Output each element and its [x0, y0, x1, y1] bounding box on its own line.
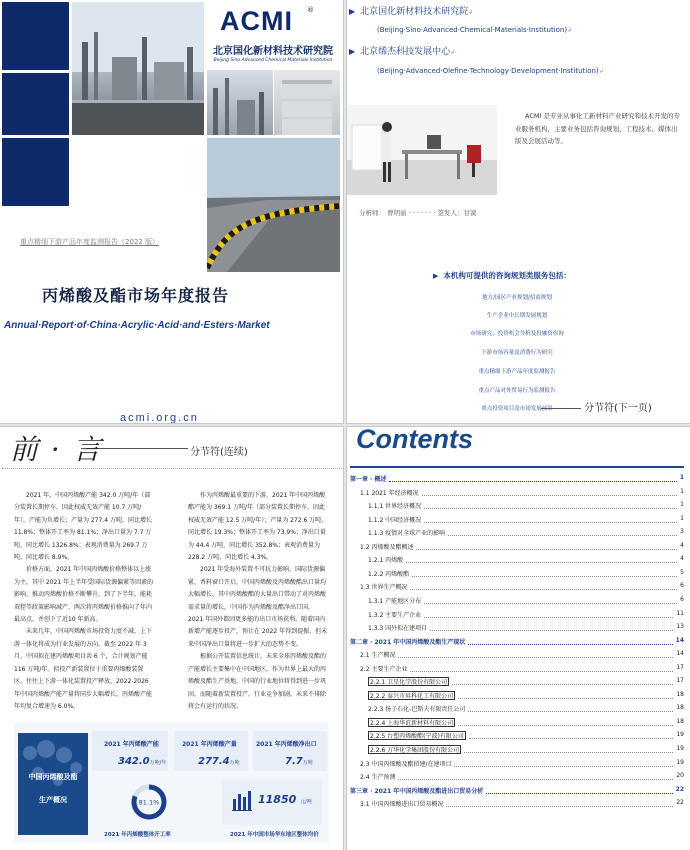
- toc-page-number: 4: [680, 541, 684, 549]
- toc-entry-text: 1.3.3 国外拟在建项目: [368, 625, 428, 633]
- toc-leader-dots: [469, 738, 673, 739]
- toc-leader-dots: [452, 684, 673, 685]
- kpi-price-value: 11850 元/吨: [258, 793, 312, 806]
- org-name-en: (Beijing·Advanced·Olefine·Technology·Development·Institution)↲: [377, 67, 604, 75]
- contents-rule: [350, 466, 684, 468]
- toc-entry[interactable]: [368, 610, 684, 622]
- toc-entry-text: 2.3 中国丙烯酸及酯拟建/在建项目: [360, 760, 452, 768]
- toc-entry[interactable]: [360, 664, 684, 676]
- toc-leader-dots: [464, 752, 673, 753]
- storage-tank-photo: [274, 70, 340, 135]
- toc-leader-dots: [458, 698, 673, 699]
- divider: [2, 468, 342, 470]
- toc-entry[interactable]: [368, 555, 684, 567]
- toc-leader-dots: [468, 644, 673, 645]
- toc-entry[interactable]: [368, 677, 684, 689]
- toc-entry[interactable]: [368, 718, 684, 730]
- triangle-bullet-icon: ▶: [433, 272, 439, 280]
- kpi-output-value: 277.4万吨: [198, 756, 240, 767]
- toc-leader-dots: [468, 711, 673, 712]
- operating-rate-label: 2021 年丙烯酸整体开工率: [104, 832, 171, 838]
- toc-entry-text: 2.2.6 万华化学集团股份有限公司: [370, 747, 460, 754]
- toc-entry[interactable]: [360, 582, 684, 594]
- toc-leader-dots: [422, 495, 677, 496]
- toc-entry[interactable]: [360, 772, 684, 784]
- toc-entry[interactable]: [360, 542, 684, 554]
- org-name-cn: ▶ 北京烯杰科技发展中心↲: [349, 47, 456, 57]
- toc-page-number: 5: [680, 568, 684, 576]
- toc-page-number: 19: [676, 758, 684, 766]
- toc-entry-text: 2.2.5 台塑丙烯酸酯(宁波)有限公司: [370, 733, 464, 741]
- toc-entry-text: 第二章 · 2021 年中国丙烯酸及酯生产现状: [350, 638, 466, 646]
- institute-intro: ACMI 是专业从事化工新材料产业研究和技术开发的专业服务机构，主要业务包括咨询规划、工程技术、媒体出版及会展活动等。: [515, 112, 680, 145]
- toc-entry[interactable]: [360, 650, 684, 662]
- toc-entry-text: 第一章 · 概述: [350, 476, 387, 483]
- toc-leader-dots: [412, 576, 677, 577]
- toc-page-number: 19: [676, 731, 684, 739]
- preface-title: 前 · 言: [10, 433, 103, 466]
- contents-title: Contents: [356, 424, 473, 454]
- toc-entry[interactable]: [360, 759, 684, 771]
- toc-chapter[interactable]: [350, 474, 684, 486]
- preface-paragraph: 未来几年，中国丙烯酸市场投资力度不减，上下游一体化将成为行业发展的方向。截至 2022 年 3 月，中国拟在建丙烯酸项目共 6 个，合计规划产能 116 万吨/年。拟投产新装置位于重要丙烯酸装置区，往往上下游一体化装置投产释放，2022-2026 年中国丙烯酸产能产量将同步大幅增长，丙烯酸产能年均复合增速为 6.0%。: [14, 628, 153, 710]
- kpi-price-label: 2021 年中国市场华东地区整体均价: [230, 832, 319, 838]
- analyst-signer-line: 分析师： 曹明丽 · · · · · · · 签发人：甘黉: [359, 209, 477, 217]
- toc-page-number: 1: [680, 487, 684, 495]
- toc-page-number: 11: [676, 609, 684, 617]
- kpi-capacity-label: 2021 年丙烯酸产能: [104, 741, 159, 748]
- toc-page-number: 17: [676, 677, 684, 685]
- toc-page-number: 18: [676, 717, 684, 725]
- dashboard-side-title: 中国丙烯酸及酯: [28, 773, 78, 781]
- services-title: ▶ 本机构可提供的咨询规划类服务包括：: [433, 271, 571, 280]
- toc-entry-text: 2.1 生产概况: [360, 652, 396, 660]
- triangle-bullet-icon: ▶: [349, 7, 356, 16]
- toc-entry[interactable]: [360, 488, 684, 500]
- toc-entry[interactable]: [368, 745, 684, 757]
- toc-chapter[interactable]: [350, 786, 684, 798]
- toc-leader-dots: [424, 508, 677, 509]
- service-item: 市场研究、投资机会分析及投融资咨询: [470, 331, 564, 337]
- service-item: 地方/园区产业规划/招商规划: [482, 295, 552, 301]
- toc-page-number: 14: [675, 636, 684, 644]
- dashboard-side-panel: [18, 733, 88, 835]
- section-break-rule: [541, 408, 581, 409]
- toc-page-number: 6: [680, 595, 684, 603]
- preface-paragraph: 作为丙烯酸最重要的下游，2021 年中国丙烯酸酯产能为 369.1 万吨/年（部分装置长期停车，因此权威无效产能 12.5 万吨/年）；产量为 272.6 万吨，同比增长 19.3%；整体开工率为 73.9%；净出口量为 44.4 万吨，同比增长 352.8%；表观消费量为 228.2 万吨，同比增长 4.3%。: [188, 492, 328, 562]
- toc-page-number: 20: [676, 772, 684, 780]
- cover-tile: [2, 138, 69, 206]
- preface-paragraph: 根据公开装置信息统计，未来全球丙烯酸及酯的产能增长主要集中在中国地区，作为世界上最大的丙烯酸及酯生产基地，中国的行业地位将得到进一步巩固，而随着新装置投产，行业竞争加剧，未来不排除将会有运行的状况。: [188, 653, 327, 710]
- toc-page-number: 22: [675, 785, 684, 793]
- report-series-label: 重点精细下游产品年度监测报告（2022 版）: [20, 238, 160, 246]
- kpi-output-label: 2021 年丙烯酸产量: [182, 741, 237, 748]
- toc-entry[interactable]: [368, 704, 684, 716]
- preface-paragraph: 价格方面，2021 年中国丙烯酸价格整体以上涨为主，其中 2021 年上半年受国际货源偏紧等因素的影响，推动丙烯酸价格不断攀升，到了下半年，能耗双控等政策影响减产，两次将丙烯酸价格推向了年内最高点，并创下了近10 年新高。: [14, 566, 154, 624]
- toc-entry-text: 1.3.1 产能地区分布: [368, 597, 422, 605]
- institute-name-cn: 北京国化新材料技术研究院: [213, 46, 333, 57]
- org-name-en: (Beijing·Sino·Advanced·Chemical·Materials·Institution)↲: [377, 26, 573, 34]
- toc-entry-text: 第三章 · 2021 年中国丙烯酸及酯进出口贸易分析: [350, 787, 484, 795]
- toc-page-number: 3: [680, 528, 684, 536]
- toc-page-number: 22: [676, 799, 684, 807]
- toc-page-number: 1: [680, 501, 684, 509]
- toc-entry-text: 2.2.1 卫星化学股份有限公司: [370, 679, 448, 687]
- toc-entry-text: 1.1.2 中国经济概况: [368, 516, 422, 524]
- toc-entry[interactable]: [368, 623, 684, 635]
- toc-leader-dots: [410, 671, 673, 672]
- toc-leader-dots: [389, 481, 677, 482]
- about-page: [347, 0, 690, 423]
- operating-rate-value: 81.1%: [138, 798, 160, 807]
- toc-leader-dots: [448, 535, 677, 536]
- toc-entry-text: 1.2 丙烯酸及酯概述: [360, 543, 414, 551]
- institute-name-en: Beijing Sino Advanced Chemical Materials Institution: [213, 58, 333, 63]
- toc-page-number: 18: [676, 690, 684, 698]
- toc-leader-dots: [458, 725, 673, 726]
- toc-page-number: 1: [679, 474, 684, 481]
- toc-entry-text: 2.2.3 扬子石化-巴斯夫有限责任公司: [368, 706, 466, 714]
- toc-page-number: 6: [680, 582, 684, 590]
- toc-page-number: 18: [676, 704, 684, 712]
- toc-entry-text: 2.2.2 泰兴市昇科化工有限公司: [370, 692, 454, 700]
- cover-tile: [2, 73, 69, 135]
- toc-entry[interactable]: [368, 515, 684, 527]
- toc-page-number: 1: [680, 514, 684, 522]
- toc-entry-text: 2.2.4 上海华谊新材料有限公司: [370, 719, 454, 727]
- refinery-tower-photo: [207, 70, 273, 135]
- triangle-bullet-icon: ▶: [349, 47, 356, 56]
- report-title-cn: 丙烯酸及酯市场年度报告: [42, 286, 230, 305]
- toc-leader-dots: [430, 630, 673, 631]
- toc-entry[interactable]: [360, 799, 684, 811]
- toc-leader-dots: [416, 549, 677, 550]
- preface-column-left: [14, 490, 154, 713]
- toc-leader-dots: [410, 589, 677, 590]
- preface-column-right: [188, 490, 328, 713]
- toc-entry-text: 3.1 中国丙烯酸进出口贸易概况: [360, 801, 444, 809]
- toc-entry-text: 1.3.2 主要生产企业: [368, 611, 422, 619]
- toc-entry[interactable]: [368, 501, 684, 513]
- toc-leader-dots: [398, 779, 673, 780]
- toc-leader-dots: [406, 562, 677, 563]
- toc-leader-dots: [424, 522, 677, 523]
- refinery-photo: [72, 2, 204, 135]
- toc-leader-dots: [398, 657, 673, 658]
- service-item: 重点精细下游产品年度监测报告: [478, 369, 556, 375]
- toc-entry-text: 1.3 世界生产概况: [360, 584, 408, 592]
- toc-entry[interactable]: [368, 731, 684, 743]
- toc-page-number: 19: [676, 745, 684, 752]
- toc-entry[interactable]: [368, 596, 684, 608]
- section-break-continuous: 分节符(连续): [190, 447, 248, 458]
- website-link[interactable]: acmi.org.cn: [120, 412, 199, 423]
- toc-entry-text: 2.2 主要生产企业: [360, 665, 408, 673]
- registered-mark: ®: [307, 6, 314, 14]
- office-photo: [347, 105, 497, 195]
- operating-rate-gauge: [128, 781, 170, 823]
- service-item: 下游市场容量及消费行为研究: [481, 350, 553, 356]
- toc-leader-dots: [446, 806, 673, 807]
- cover-page: [0, 0, 343, 423]
- cover-tile-blank: [274, 138, 340, 206]
- toc-page-number: 4: [680, 555, 684, 563]
- toc-entry-text: 1.1.3 疫情对全球产业的影响: [368, 530, 446, 538]
- toc-leader-dots: [424, 617, 673, 618]
- section-break-next-page: 分节符(下一页): [584, 403, 652, 414]
- toc-page-number: 14: [676, 650, 684, 658]
- toc-page-number: 17: [676, 663, 684, 671]
- toc-entry-text: 2.4 生产预测: [360, 774, 396, 782]
- kpi-export-label: 2021 年丙烯酸净出口: [256, 741, 317, 748]
- toc-entry-text: 1.1.1 世界经济概况: [368, 503, 422, 511]
- service-item: 重点产品对外贸易行为监测报告: [478, 388, 556, 394]
- toc-leader-dots: [454, 766, 673, 767]
- toc-entry-text: 1.1 2021 年经济概况: [360, 489, 419, 497]
- dashboard-side-subtitle: 生产概况: [39, 796, 67, 804]
- bar-chart-icon: [232, 789, 252, 815]
- toc-entry[interactable]: [368, 528, 684, 540]
- toc-entry[interactable]: [368, 569, 684, 581]
- toc-leader-dots: [486, 793, 673, 794]
- cover-tile: [2, 2, 69, 70]
- toc-page-number: 13: [676, 623, 684, 631]
- toc-entry[interactable]: [368, 691, 684, 703]
- toc-entry-text: 1.2.1 丙烯酸: [368, 557, 404, 565]
- kpi-export-value: 7.7万吨: [285, 756, 313, 767]
- preface-paragraph: 2021 年受海外装置不可抗力影响，国际货源偏紧，香料窗口开启，中国丙烯酸及丙烯酸酯出口量均大幅增长，其中丙烯酸酯的大量出口带动了对丙烯酸需求量的增长，中国作为丙烯酸及酯净出口国，2021 年国外都因更多能的出口市场获利。随着国内新增产能逐步投产，预计在 2022 年得到提振，但未来中国净出口量将进一步扩大的态势不变。: [188, 566, 328, 648]
- toc-leader-dots: [424, 603, 677, 604]
- toc-entry-text: 1.2.2 丙烯酸酯: [368, 570, 410, 578]
- toc-chapter[interactable]: [350, 637, 684, 649]
- kpi-capacity-value: 342.0万吨/年: [118, 756, 167, 767]
- service-item: 生产企业中长期发展规划: [486, 313, 548, 319]
- report-title-en: Annual·Report·of·China·Acrylic·Acid·and·Esters·Market: [4, 320, 270, 331]
- preface-paragraph: 2021 年，中国丙烯酸产能 342.0 万吨/年（部分装置长期停车，因此权威无效产能 10.7 万吨/年），产能为负增长；产量为 277.4 万吨，同比增长 11.8%；整体开工率为 81.1%；净出口量为 7.7 万吨，同比增长 1326.8%；表观消费量为 269.7 万吨，同比增长 8.9%。: [14, 492, 152, 562]
- acmi-logo: ACMI: [220, 6, 293, 36]
- service-item: 重点投资项目及市场发展前景: [481, 406, 553, 412]
- org-name-cn: ▶ 北京国化新材料技术研究院↲: [349, 7, 474, 17]
